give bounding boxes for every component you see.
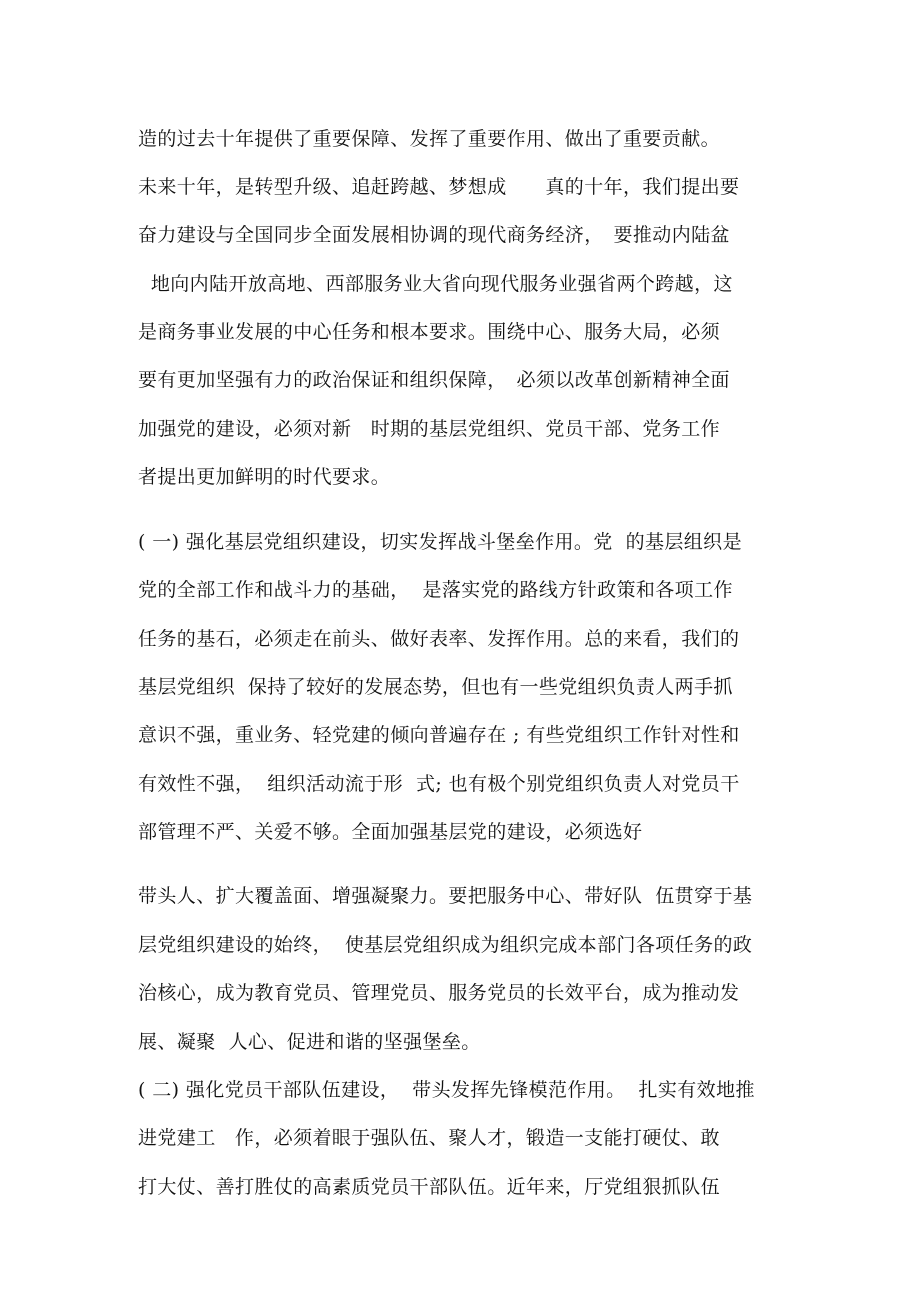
text-line: 意识不强，重业务、轻党建的倾向普遍存在 ; 有些党组织工作针对性和 bbox=[138, 724, 740, 746]
text-line: 部管理不严、关爱不够。全面加强基层党的建设，必须选好 bbox=[138, 821, 643, 843]
text-line: 加强党的建设，必须对新 时期的基层党组织、党员干部、党务工作 bbox=[138, 418, 721, 440]
text-line: 基层党组织 保持了较好的发展态势，但也有一些党组织负责人两手抓 bbox=[138, 676, 733, 698]
text-line: 者提出更加鲜明的时代要求。 bbox=[138, 466, 391, 488]
text-line: 奋力建设与全国同步全面发展相协调的现代商务经济， 要推动内陆盆 bbox=[138, 224, 730, 246]
text-line: 是商务事业发展的中心任务和根本要求。围绕中心、服务大局，必须 bbox=[138, 321, 721, 343]
text-line: 治核心，成为教育党员、管理党员、服务党员的长效平台，成为推动发 bbox=[138, 982, 740, 1004]
text-line: 造的过去十年提供了重要保障、发挥了重要作用、做出了重要贡献。 bbox=[138, 128, 721, 150]
text-line: 打大仗、善打胜仗的高素质党员干部队伍。近年来，厅党组狠抓队伍 bbox=[138, 1176, 721, 1198]
text-line: 要有更加坚强有力的政治保证和组织保障， 必须以改革创新精神全面 bbox=[138, 369, 730, 391]
text-line: ( 二) 强化党员干部队伍建设， 带头发挥先锋模范作用。 扎实有效地推 bbox=[138, 1079, 755, 1101]
text-line: 未来十年，是转型升级、追赶跨越、梦想成 真的十年，我们提出要 bbox=[138, 176, 740, 198]
text-line: 任务的基石，必须走在前头、做好表率、发挥作用。总的来看，我们的 bbox=[138, 628, 740, 650]
text-line: 带头人、扩大覆盖面、增强凝聚力。要把服务中心、带好队 伍贯穿于基 bbox=[138, 885, 753, 907]
text-line: 党的全部工作和战斗力的基础， 是落实党的路线方针政策和各项工作 bbox=[138, 579, 733, 601]
text-line: 展、凝聚 人心、促进和谐的坚强堡垒。 bbox=[138, 1031, 481, 1053]
text-line: 有效性不强， 组织活动流于形 式; 也有极个别党组织负责人对党员干 bbox=[138, 773, 740, 795]
text-line: 地向内陆开放高地、西部服务业大省向现代服务业强省两个跨越，这 bbox=[138, 273, 733, 295]
text-line: 进党建工 作，必须着眼于强队伍、聚人才，锻造一支能打硬仗、敢 bbox=[138, 1127, 720, 1149]
text-line: 层党组织建设的始终， 使基层党组织成为组织完成本部门各项任务的政 bbox=[138, 934, 753, 956]
text-line: ( 一) 强化基层党组织建设，切实发挥战斗堡垒作用。党 的基层组织是 bbox=[138, 531, 742, 553]
